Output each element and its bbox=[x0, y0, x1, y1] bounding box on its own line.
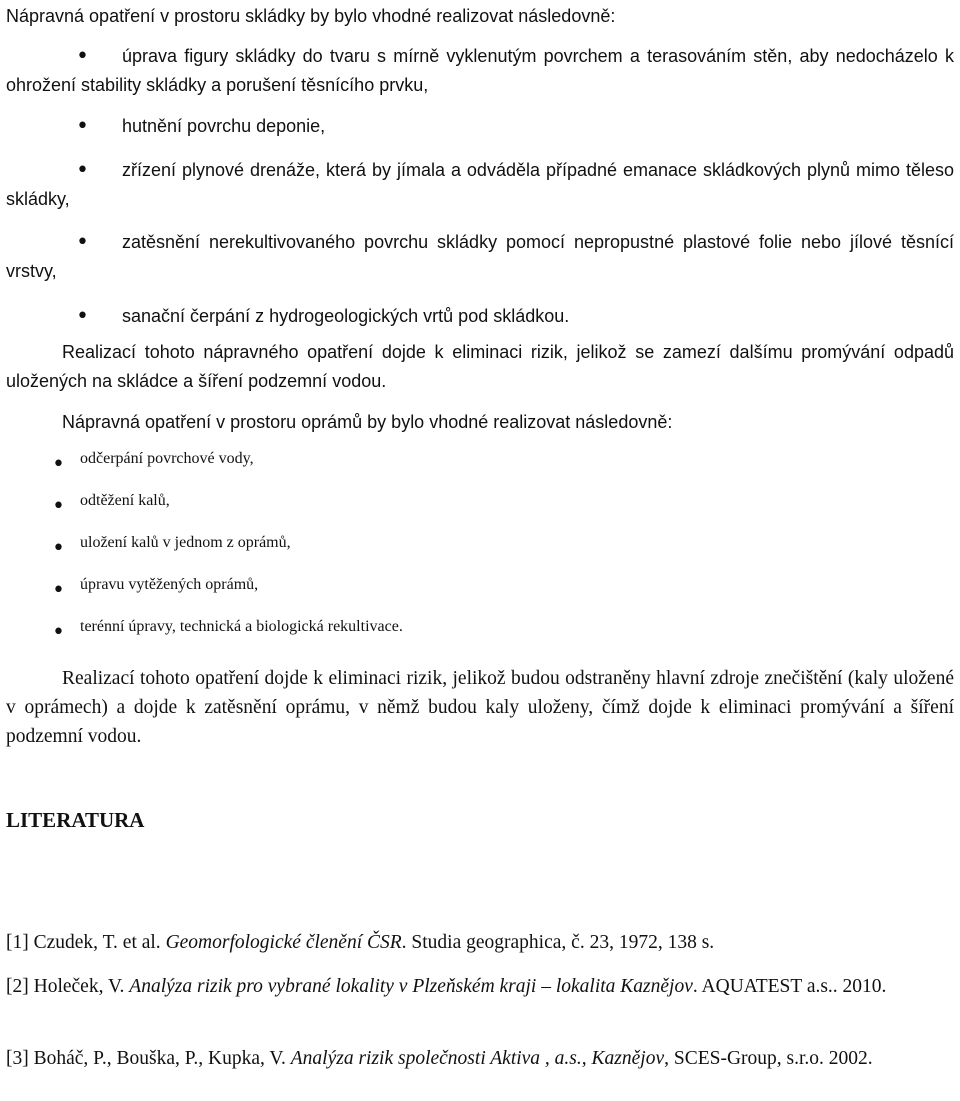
landfill-measure-2-wrap bbox=[6, 112, 954, 141]
landfill-measure-text: hutnění povrchu deponie, bbox=[122, 116, 326, 136]
landfill-measure-4-wrap bbox=[6, 228, 954, 286]
landfill-measure-text: úprava figury skládky do tvaru s mírně vyklenutým povrchem a terasováním stěn, aby nedocházelo k ohrožení stability skládky a porušení těsnícího prvku, bbox=[6, 46, 954, 95]
reference-source: , SCES-Group, s.r.o. 2002. bbox=[664, 1048, 873, 1069]
pit-measure-text: odčerpání povrchové vody, bbox=[80, 450, 254, 467]
pit-measure-text: odtěžení kalů, bbox=[80, 492, 170, 509]
pit-measures-list bbox=[6, 450, 954, 660]
pit-measure-item bbox=[6, 534, 954, 576]
pit-measure-item bbox=[6, 618, 954, 660]
reference-title: Analýza rizik pro vybrané lokality v Plzeňském kraji – lokalita Kaznějov bbox=[129, 976, 693, 997]
landfill-measure-item bbox=[6, 302, 954, 331]
landfill-measures-list bbox=[6, 42, 954, 100]
reference-authors: [1] Czudek, T. et al. bbox=[6, 932, 166, 953]
pit-measure-text: uložení kalů v jednom z oprámů, bbox=[80, 534, 291, 551]
pit-measure-text: terénní úpravy, technická a biologická rekultivace. bbox=[80, 618, 403, 635]
landfill-result: Realizací tohoto nápravného opatření dojde k eliminaci rizik, jelikož se zamezí dalšímu promývání odpadů uložených na skládce a šíření podzemní vodou. bbox=[6, 342, 954, 391]
literature-heading: LITERATURA bbox=[6, 808, 145, 832]
intro-landfill: Nápravná opatření v prostoru skládky by bylo vhodné realizovat následovně: bbox=[6, 6, 616, 26]
intro-pits: Nápravná opatření v prostoru oprámů by bylo vhodné realizovat následovně: bbox=[62, 412, 673, 432]
pit-measure-item bbox=[6, 576, 954, 618]
reference-title: Geomorfologické členění ČSR bbox=[165, 932, 402, 953]
pit-measure-item bbox=[6, 450, 954, 492]
landfill-measure-text: zatěsnění nerekultivovaného povrchu skládky pomocí nepropustné plastové folie nebo jílové těsnící vrstvy, bbox=[6, 232, 954, 281]
landfill-measure-item bbox=[6, 42, 954, 100]
reference-item bbox=[6, 972, 954, 1001]
landfill-measure-3-wrap bbox=[6, 156, 954, 214]
reference-authors: [2] Holeček, V. bbox=[6, 976, 130, 997]
reference-item bbox=[6, 928, 954, 957]
reference-authors: [3] Boháč, P., Bouška, P., Kupka, V. bbox=[6, 1048, 291, 1069]
pit-measure-item bbox=[6, 492, 954, 534]
pit-measure-text: úpravu vytěžených oprámů, bbox=[80, 576, 259, 593]
landfill-measure-text: zřízení plynové drenáže, která by jímala a odváděla případné emanace skládkových plynů mimo těleso skládky, bbox=[6, 160, 954, 209]
landfill-measure-text: sanační čerpání z hydrogeologických vrtů pod skládkou. bbox=[122, 306, 570, 326]
landfill-measure-item bbox=[6, 112, 954, 141]
reference-source: . Studia geographica, č. 23, 1972, 138 s. bbox=[401, 932, 715, 953]
reference-source: . AQUATEST a.s.. 2010. bbox=[692, 976, 887, 997]
reference-item bbox=[6, 1044, 954, 1073]
reference-title: Analýza rizik společnosti Aktiva , a.s., Kaznějov bbox=[290, 1048, 665, 1069]
landfill-measure-5-wrap bbox=[6, 302, 954, 331]
pit-result: Realizací tohoto opatření dojde k eliminaci rizik, jelikož budou odstraněny hlavní zdroje znečištění (kaly uložené v oprámech) a dojde k zatěsnění oprámu, v němž budou kaly uloženy, čímž dojde k eliminaci promývání a šíření podzemní vodou. bbox=[6, 668, 954, 747]
landfill-measure-item bbox=[6, 228, 954, 286]
landfill-measure-item bbox=[6, 156, 954, 214]
